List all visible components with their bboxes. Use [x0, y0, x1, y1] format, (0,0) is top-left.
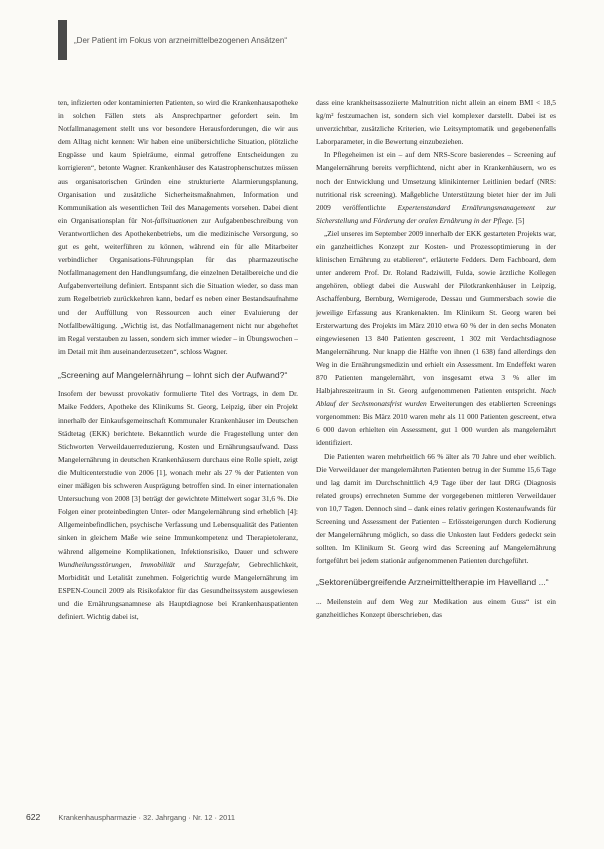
paragraph: dass eine krankheitsassoziierte Malnutrition nicht allein an einem BMI < 18,5 kg/m² festzumachen ist, sondern sich viel komplexer darstellt. Dabei ist es unverzichtbar, zusätzliche Kriterien, wie Leitsymptomatik und gegebenenfalls Laborparameter, in die Bewertung einzubeziehen.	[316, 98, 556, 147]
header-accent-bar	[58, 20, 67, 60]
paragraph	[316, 227, 556, 450]
paragraph-italic-text: Expertenstandard Ernährungsmanagement zur Sicherstellung und Förderung der oralen Ernährung in der Pflege.	[316, 202, 556, 225]
running-head: „Der Patient im Fokus von arzneimittelbezogenen Ansätzen“	[74, 36, 287, 45]
paragraph-text: Erweiterungen des etablierten Screenings vorgenommen: Bis März 2010 waren mehr als 11 000 Patienten gescreent, etwa 6 000 davon erhielten ein Assessment, gut 1 000 wurden als mangelernährt identifiziert.	[316, 399, 556, 448]
paragraph: Die Patienten waren mehrheitlich 66 % älter als 70 Jahre und eher weiblich. Die Verweildauer der mangelernährten Patienten betrug in der Summe 15,6 Tage und lag damit im Durchschnittlich 4,9 Tage über der laut DRG (Diagnosis related groups) errechneten Summe der vorgegebenen mittleren Verweildauer von 10,7 Tagen. Dennoch sind – dank eines relativ geringen Kostenaufwands für Screening und Assessment der Patienten – Erlössteigerungen durch Kodierung der Mangelernährung möglich, so dass die Unkosten laut Fedders gedeckt sein sollten. Im Klinikum St. Georg wird das Screening auf Mangelernährung fortgeführt bei jedem stationär aufgenommenen Patienten durchgeführt.	[316, 451, 556, 566]
journal-citation: Krankenhauspharmazie · 32. Jahrgang · Nr. 12 · 2011	[58, 813, 235, 822]
paragraph-text: In Pflegeheimen ist ein – auf dem NRS-Score basierendes – Screening auf Mangelernährung bereits verpflichtend, nicht aber in Krankenhäusern, wo es noch der Entwicklung und Umsetzung klinikinterner Leitlinien bedarf (NRS: nutritional risk screening). Maßgebliche Unterstützung bietet hier der im Juli 2009 veröffentlichte	[316, 150, 556, 212]
left-column	[58, 96, 298, 623]
section-heading: „Sektorenübergreifende Arzneimitteltherapie im Havelland ...“	[316, 577, 549, 588]
paragraph-text: [5]	[513, 215, 525, 225]
paragraph: ... Meilenstein auf dem Weg zur Medikation aus einem Guss“ ist ein ganzheitliches Konzept überschrieben, das	[316, 596, 556, 619]
paragraph-text: Gebrechlichkeit, Morbidität und Letalität zunehmen. Folgerichtig wurde Mangelernährung im ESPEN-Council 2009 als Risikofaktor für das Gesundheitssystem ausgewiesen und die Ernährungsanamnese als Hauptdiagnose bei Krankenhauspatienten definiert. Wichtig dabei ist,	[58, 559, 298, 621]
paragraph-italic-text: Nach Ablauf der Sechsmonatsfrist wurden	[316, 386, 556, 409]
section-heading: „Screening auf Mangelernährung – lohnt sich der Aufwand?“	[58, 369, 288, 380]
paragraph-text: „Ziel unseres im September 2009 innerhalb der EKK gestarteten Projekts war, ein ganzheitliches Konzept zur Kosten- und Prozessoptimierung in der klinischen Ernährung zu etablieren“, erläuterte Fedders. Dem Fachboard, dem unter anderem Prof. Dr. Roland Radziwill, Fulda, sowie ärztliche Kollegen angehören, obliegt dabei die Auswahl der Pilotkrankenhäuser in Leipzig, Aschaffenburg, Bernburg, Wernigerode, Dessau und Gummersbach sowie die jeweilige Erfassung aus Krankenakten. Im Klinikum St. Georg waren bei Ersterwartung des Projekts im März 2010 etwa 60 % der in den sechs Monaten eingewiesenen 13 840 Patienten gescreent, 1 302 mit Verdachtsdiagnose Mangelernährung. Nur knapp die Hälfte von ihnen (1 638) fand allerdings den Weg in die Ernährungsmedizin und erhielt ein Assessment. Im Endeffekt waren 870 Patienten mangelernährt, von insgesamt etwa 3 % aller im Halbjahreszeitraum in St. Georg aufgenommenen Patienten entspricht.	[316, 228, 556, 396]
paragraph-italic-text: Wundheilungsstörungen, Immobilität und Sturzgefahr,	[58, 559, 240, 569]
paragraph-italic-text: fallsituationen	[154, 215, 198, 225]
paragraph	[58, 387, 298, 623]
page-number: 622	[26, 812, 41, 822]
right-column	[316, 96, 556, 621]
paragraph-text: ten, infizierten oder kontaminierten Patienten, so wird die Krankenhausapotheke in solchen Fällen stets als Ansprechpartner gefordert sein. Im Notfallmanagement stellt uns vor besondere Herausforderungen, die wir aus dem Alltag nicht kennen: Wir haben eine unübersichtliche Situation, plötzliche Engpässe und kaum Spielräume, einmal getroffene Entscheidungen zu korrigieren“, betonte Wagner. Krankenhäuser des Katastrophenschutzes müssen aus organisatorischen Gründen eine strukturierte Alarmierungsplanung, Organisation und zusätzliche Sicherheitsmaßnahmen, Information und Kommunikation als wesentlichen Teil des Managements vorsehen. Dabei dient ein Organisationsplan für Not-	[58, 98, 298, 225]
paragraph	[316, 148, 556, 227]
paragraph-text: Insofern der bewusst provokativ formulierte Titel des Vortrags, in dem Dr. Maike Fedders, Apotheke des Klinikums St. Georg, Leipzig, über ein Projekt innerhalb der Einkaufsgemeinschaft Kommunaler Krankenhäuser im Deutschen Städtetag (EKK) berichtete. Bekanntlich wurde die Fragestellung unter den Stichworten Verweildauerreduzierung, Kosten und Ernährungsaufwand. Dass Mangelernährung in deutschen Krankenhäusern durchaus eine Rolle spielt, zeigt die Multicenterstudie von 2006 [1], wonach mehr als 27 % der Patienten von einer mäßigen bis schweren Ausprägung betroffen sind. In einer internationalen Untersuchung von 2008 [3] beträgt der gewichtete Mittelwert sogar 31,6 %. Die Folgen einer proteinbedingten Unter- oder Mangelernährung sind erheblich [4]: Allgemeinbefindlichen, psychische Verfassung und Lebensqualität des Patienten sinken in gleichem Maße wie seine Immunkompetenz und Therapietoleranz, während allgemeine Komplikationen, Infektionsrisiko, Dauer und schwere	[58, 389, 298, 556]
paragraph	[58, 96, 298, 358]
paragraph-text: zur Aufgabenbeschreibung von Verantwortlichen des Apothekenbetriebs, um die medizinische Versorgung, so gut es geht, weiterführen zu können, während ein für alle Mitarbeiter verbindlicher Organisations-Führungsplan für das pharmazeutische Notfallmanagement den Handlungsumfang, die einzelnen Detailbereiche und die Aufgabenverteilung definiert. Entspannt sich die Situation wieder, so dass man zum Regelbetrieb zurückkehren kann, bedarf es neben einer Bestandsaufnahme und der Auffüllung von Ressourcen auch einer Evaluierung der Notfallbewältigung. „Wichtig ist, das Notfallmanagement nicht nur abgeheftet im Regal verstauben zu lassen, sondern sich immer wieder – in Übungswochen – im Detail mit ihm auseinanderzusetzen“, schloss Wagner.	[58, 215, 298, 356]
page-footer	[26, 812, 235, 822]
